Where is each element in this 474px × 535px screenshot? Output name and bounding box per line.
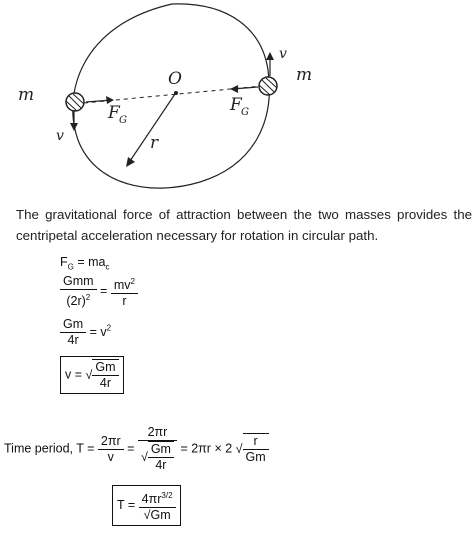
left-velocity-arrow (70, 110, 78, 131)
left-force-subscript: G (119, 115, 127, 126)
right-force-arrow (230, 85, 258, 93)
equation-force-balance: $F_G = ma_c$ (60, 255, 110, 272)
center-label: O (168, 69, 182, 89)
equation-period-result: T = $\frac{4\pi r^{3/2}}{√Gm}$ (112, 485, 181, 526)
right-force-subscript: G (241, 107, 249, 118)
right-force-label: F (230, 95, 242, 115)
right-mass (259, 77, 277, 95)
equation-gravity-centripetal: $\frac{\text{Gmm}}{(2r)^2}$ = $\frac{mv^2}{r}$ (60, 274, 138, 309)
right-mass-label: m (296, 65, 313, 85)
equation-velocity-result: v = √ $\frac{Gm}{4r}$ (60, 356, 124, 394)
left-mass (66, 93, 84, 111)
left-velocity-label: v (56, 128, 64, 144)
left-force-label: F (108, 103, 120, 123)
radius-label: r (150, 133, 159, 153)
orbit-diagram (0, 0, 474, 200)
left-mass-label: m (18, 85, 35, 105)
explanation-paragraph: The gravitational force of attraction between the two masses provides the centripetal acceleration necessary for rotation in circular path. (16, 207, 472, 243)
equation-time-period: Time period, T = $\frac{2\pi r}{v}$ = 2πr √ $\frac{Gm}{4r}$ = 2πr × 2 √ $\frac{r}{Gm}$ (4, 425, 269, 473)
equation-velocity-squared: $\frac{Gm}{4r}$ = $v^2$ (60, 317, 111, 348)
radius-arrow (126, 94, 175, 167)
right-velocity-label: v (279, 46, 287, 62)
